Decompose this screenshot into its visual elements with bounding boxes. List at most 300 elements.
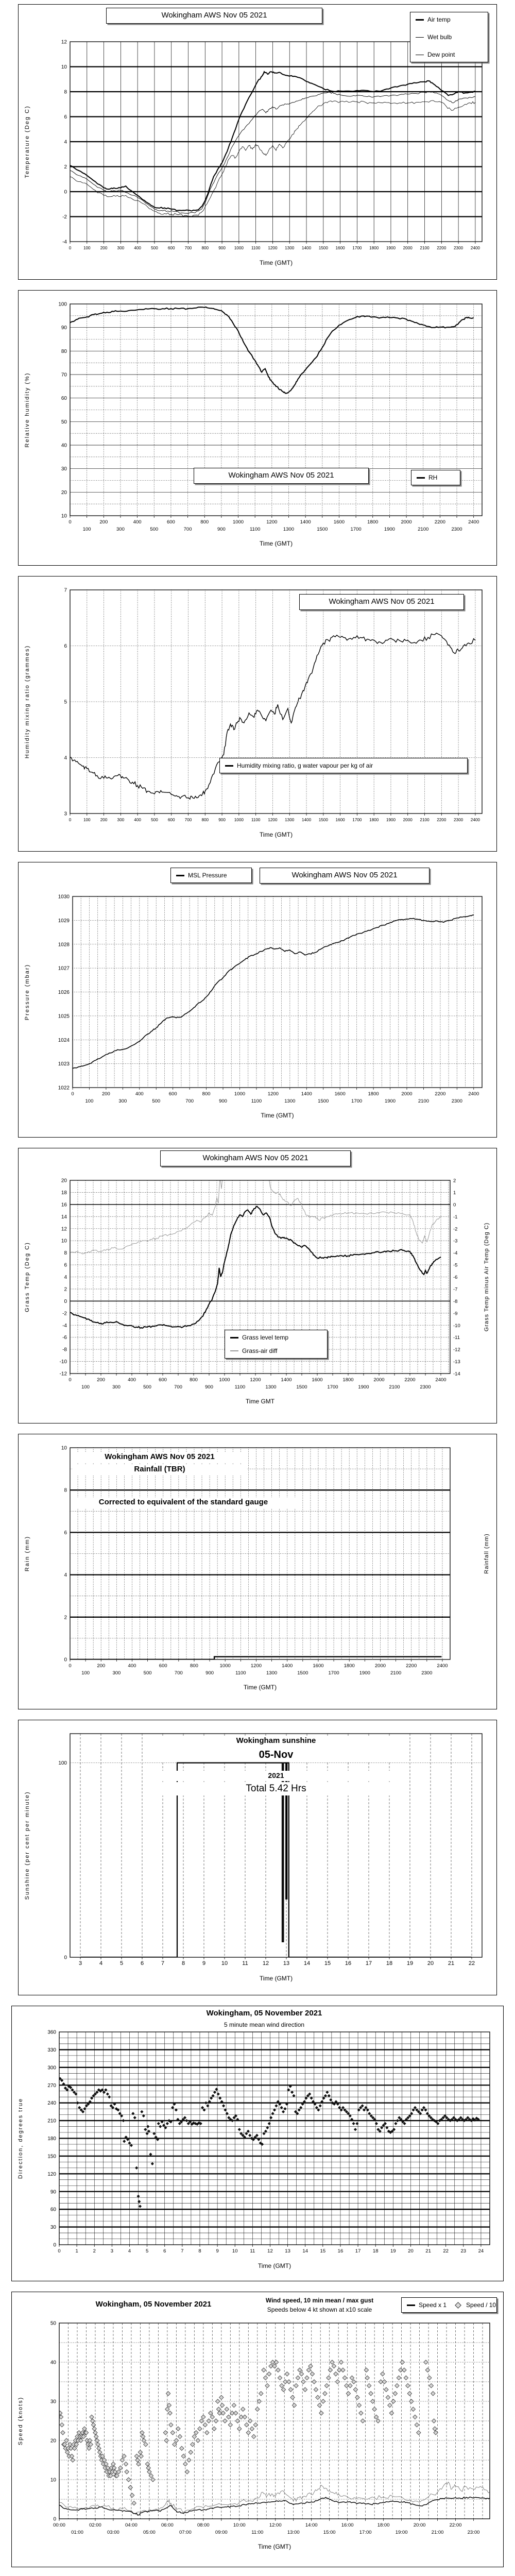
svg-text:30: 30 bbox=[61, 466, 67, 472]
svg-text:0: 0 bbox=[64, 1298, 67, 1304]
svg-text:1000: 1000 bbox=[219, 1663, 231, 1669]
svg-text:1600: 1600 bbox=[313, 1663, 324, 1669]
svg-text:10: 10 bbox=[61, 64, 67, 70]
svg-text:01:00: 01:00 bbox=[71, 2530, 83, 2535]
svg-text:1800: 1800 bbox=[367, 519, 379, 525]
svg-text:600: 600 bbox=[166, 519, 175, 525]
svg-text:1100: 1100 bbox=[235, 1670, 246, 1676]
svg-text:900: 900 bbox=[219, 1098, 227, 1104]
panel-wind-direction bbox=[11, 2006, 504, 2281]
svg-text:500: 500 bbox=[152, 1098, 161, 1104]
legend-label: Air temp bbox=[427, 16, 451, 23]
svg-text:22: 22 bbox=[468, 1960, 475, 1967]
legend-label: Speed / 10 bbox=[466, 2301, 496, 2309]
svg-text:2100: 2100 bbox=[420, 246, 430, 250]
line-marker-icon bbox=[225, 765, 233, 767]
svg-text:400: 400 bbox=[134, 818, 141, 822]
chart-title-box: Wokingham AWS Nov 05 2021 bbox=[260, 868, 430, 884]
svg-text:Pressure (mbar): Pressure (mbar) bbox=[24, 963, 30, 1021]
svg-text:1800: 1800 bbox=[342, 1377, 354, 1383]
svg-text:Time GMT: Time GMT bbox=[245, 1398, 275, 1405]
svg-text:Time (GMT): Time (GMT) bbox=[243, 1684, 277, 1691]
panel-mixing-ratio bbox=[18, 576, 497, 852]
humidity-plot bbox=[19, 291, 497, 566]
svg-text:1200: 1200 bbox=[267, 1091, 279, 1097]
svg-text:22:00: 22:00 bbox=[449, 2522, 462, 2528]
svg-text:2300: 2300 bbox=[453, 818, 464, 822]
svg-text:7: 7 bbox=[181, 2248, 184, 2254]
svg-text:1000: 1000 bbox=[232, 519, 244, 525]
svg-text:300: 300 bbox=[116, 527, 125, 532]
svg-text:7: 7 bbox=[64, 587, 67, 594]
svg-text:-5: -5 bbox=[453, 1262, 458, 1268]
svg-text:300: 300 bbox=[117, 246, 125, 250]
svg-text:1400: 1400 bbox=[301, 246, 312, 250]
svg-text:11:00: 11:00 bbox=[251, 2530, 264, 2535]
svg-text:-7: -7 bbox=[453, 1286, 458, 1293]
line-marker-icon bbox=[176, 875, 184, 876]
svg-text:1023: 1023 bbox=[58, 1061, 70, 1067]
svg-text:2: 2 bbox=[64, 164, 67, 170]
svg-text:03:00: 03:00 bbox=[107, 2530, 119, 2535]
svg-text:1029: 1029 bbox=[58, 918, 70, 924]
svg-text:30: 30 bbox=[50, 2399, 56, 2405]
svg-text:0: 0 bbox=[53, 2516, 56, 2522]
svg-text:15:00: 15:00 bbox=[323, 2530, 336, 2535]
svg-text:200: 200 bbox=[97, 1377, 105, 1383]
svg-text:Time (GMT): Time (GMT) bbox=[258, 2543, 291, 2550]
svg-text:10: 10 bbox=[50, 2477, 56, 2483]
svg-text:1700: 1700 bbox=[351, 1098, 363, 1104]
svg-text:12: 12 bbox=[61, 39, 67, 45]
svg-text:-2: -2 bbox=[62, 214, 67, 220]
svg-text:14:00: 14:00 bbox=[305, 2522, 318, 2528]
svg-text:1600: 1600 bbox=[334, 1091, 346, 1097]
legend-entry bbox=[416, 51, 483, 58]
svg-text:60: 60 bbox=[61, 396, 67, 402]
svg-text:14: 14 bbox=[302, 2248, 308, 2254]
chart-title-box: Wokingham AWS Nov 05 2021 bbox=[299, 594, 464, 610]
chart-title: Wokingham, 05 November 2021 bbox=[68, 2299, 238, 2310]
svg-text:-10: -10 bbox=[453, 1323, 460, 1329]
svg-text:13: 13 bbox=[283, 1960, 290, 1967]
svg-text:50: 50 bbox=[61, 419, 67, 425]
svg-text:1700: 1700 bbox=[352, 246, 362, 250]
svg-text:100: 100 bbox=[81, 1384, 90, 1390]
svg-text:700: 700 bbox=[184, 818, 192, 822]
svg-text:200: 200 bbox=[99, 519, 108, 525]
svg-text:0: 0 bbox=[68, 1377, 72, 1383]
line-marker-icon bbox=[416, 37, 424, 38]
svg-text:18: 18 bbox=[386, 1960, 393, 1967]
svg-text:700: 700 bbox=[184, 246, 192, 250]
chart-subtitle: 5 minute mean wind direction bbox=[156, 2021, 372, 2029]
svg-text:-1: -1 bbox=[453, 1214, 458, 1220]
svg-text:400: 400 bbox=[135, 1091, 144, 1097]
panel-sunshine bbox=[18, 1720, 497, 1995]
svg-text:07:00: 07:00 bbox=[179, 2530, 192, 2535]
svg-text:19: 19 bbox=[406, 1960, 414, 1967]
svg-text:8: 8 bbox=[64, 1487, 67, 1494]
svg-text:15: 15 bbox=[324, 1960, 331, 1967]
svg-text:2000: 2000 bbox=[403, 246, 413, 250]
svg-text:2300: 2300 bbox=[453, 246, 464, 250]
svg-text:100: 100 bbox=[81, 1670, 90, 1676]
panel-temperature bbox=[18, 4, 497, 280]
svg-text:Grass Temp (Deg C): Grass Temp (Deg C) bbox=[24, 1242, 30, 1312]
svg-text:0: 0 bbox=[68, 519, 72, 525]
svg-text:Sunshine (per cent per minute): Sunshine (per cent per minute) bbox=[24, 1791, 30, 1900]
svg-text:700: 700 bbox=[185, 1098, 194, 1104]
legend-entry bbox=[416, 33, 483, 41]
rainfall-plot bbox=[19, 1434, 497, 1710]
svg-text:09:00: 09:00 bbox=[215, 2530, 228, 2535]
svg-text:-8: -8 bbox=[453, 1298, 458, 1304]
legend-entry bbox=[407, 2301, 447, 2309]
svg-text:00:00: 00:00 bbox=[53, 2522, 65, 2528]
svg-text:-13: -13 bbox=[453, 1359, 460, 1365]
svg-text:300: 300 bbox=[118, 1098, 127, 1104]
svg-text:8: 8 bbox=[64, 89, 67, 95]
chart-legend bbox=[401, 2297, 497, 2313]
svg-text:1027: 1027 bbox=[58, 965, 70, 972]
svg-text:0: 0 bbox=[68, 818, 72, 822]
svg-text:300: 300 bbox=[117, 818, 125, 822]
svg-text:6: 6 bbox=[163, 2248, 166, 2254]
svg-text:8: 8 bbox=[198, 2248, 201, 2254]
svg-text:16: 16 bbox=[61, 1202, 67, 1208]
svg-text:1022: 1022 bbox=[58, 1085, 70, 1091]
svg-text:23: 23 bbox=[460, 2248, 467, 2254]
svg-text:0: 0 bbox=[64, 1955, 67, 1961]
legend-label: Grass level temp bbox=[242, 1334, 289, 1341]
line-marker-icon bbox=[417, 477, 425, 479]
svg-text:600: 600 bbox=[159, 1663, 167, 1669]
svg-text:1100: 1100 bbox=[249, 527, 261, 532]
svg-text:900: 900 bbox=[217, 527, 226, 532]
wind-direction-plot bbox=[12, 2006, 504, 2282]
svg-text:16: 16 bbox=[337, 2248, 344, 2254]
legend-label: Dew point bbox=[427, 51, 455, 58]
svg-text:-4: -4 bbox=[62, 1323, 67, 1329]
svg-text:1400: 1400 bbox=[282, 1663, 293, 1669]
svg-text:3: 3 bbox=[110, 2248, 114, 2254]
svg-text:1500: 1500 bbox=[296, 1384, 307, 1390]
wind-speed-plot bbox=[12, 2292, 504, 2568]
svg-text:Rain (mm): Rain (mm) bbox=[24, 1535, 30, 1572]
svg-text:2000: 2000 bbox=[373, 1377, 385, 1383]
legend-entry bbox=[454, 2301, 496, 2309]
svg-text:1500: 1500 bbox=[297, 1670, 308, 1676]
svg-text:500: 500 bbox=[150, 527, 159, 532]
svg-text:1600: 1600 bbox=[335, 246, 345, 250]
svg-text:24: 24 bbox=[478, 2248, 484, 2254]
svg-text:1026: 1026 bbox=[58, 990, 70, 995]
svg-text:20: 20 bbox=[61, 489, 67, 496]
svg-text:Time (GMT): Time (GMT) bbox=[259, 540, 293, 547]
svg-text:1300: 1300 bbox=[266, 1670, 278, 1676]
svg-text:Time (GMT): Time (GMT) bbox=[259, 831, 293, 838]
svg-text:-3: -3 bbox=[453, 1238, 458, 1244]
svg-text:11: 11 bbox=[250, 2248, 255, 2254]
svg-text:9: 9 bbox=[216, 2248, 219, 2254]
svg-text:30: 30 bbox=[50, 2225, 56, 2231]
svg-text:800: 800 bbox=[200, 519, 209, 525]
sunshine-date: 05-Nov bbox=[147, 1748, 405, 1762]
svg-text:2400: 2400 bbox=[468, 1091, 479, 1097]
legend-label: Humidity mixing ratio, g water vapour per kg of air bbox=[237, 762, 373, 769]
svg-text:1400: 1400 bbox=[301, 818, 312, 822]
svg-text:400: 400 bbox=[134, 246, 141, 250]
svg-text:1300: 1300 bbox=[285, 818, 295, 822]
svg-text:200: 200 bbox=[97, 1663, 106, 1669]
svg-text:2400: 2400 bbox=[468, 519, 479, 525]
svg-text:0: 0 bbox=[64, 189, 67, 195]
svg-text:6: 6 bbox=[140, 1960, 144, 1967]
svg-text:150: 150 bbox=[47, 2154, 56, 2160]
svg-text:2200: 2200 bbox=[406, 1663, 417, 1669]
svg-text:1700: 1700 bbox=[328, 1670, 339, 1676]
svg-text:0: 0 bbox=[58, 2248, 61, 2254]
svg-text:-8: -8 bbox=[62, 1347, 67, 1353]
svg-text:800: 800 bbox=[201, 818, 209, 822]
svg-text:100: 100 bbox=[58, 301, 67, 308]
svg-text:800: 800 bbox=[201, 246, 209, 250]
svg-text:400: 400 bbox=[133, 519, 142, 525]
svg-text:18:00: 18:00 bbox=[377, 2522, 390, 2528]
svg-text:70: 70 bbox=[61, 372, 67, 378]
svg-text:700: 700 bbox=[174, 1384, 182, 1390]
svg-text:10: 10 bbox=[61, 513, 67, 519]
svg-text:21: 21 bbox=[425, 2248, 431, 2254]
svg-text:6: 6 bbox=[64, 114, 67, 120]
svg-text:1400: 1400 bbox=[301, 1091, 312, 1097]
svg-text:1600: 1600 bbox=[333, 519, 345, 525]
svg-text:2: 2 bbox=[93, 2248, 96, 2254]
svg-text:1: 1 bbox=[75, 2248, 78, 2254]
svg-text:-12: -12 bbox=[59, 1371, 67, 1377]
svg-text:1028: 1028 bbox=[58, 942, 70, 948]
svg-text:270: 270 bbox=[47, 2082, 56, 2089]
panel-wind-speed bbox=[11, 2292, 504, 2567]
svg-text:500: 500 bbox=[151, 246, 158, 250]
svg-text:5: 5 bbox=[145, 2248, 149, 2254]
svg-text:90: 90 bbox=[61, 325, 67, 331]
wind-speed-note-line1: Wind speed, 10 min mean / max gust bbox=[241, 2296, 398, 2305]
svg-text:40: 40 bbox=[61, 443, 67, 449]
svg-text:2300: 2300 bbox=[451, 1098, 462, 1104]
svg-text:600: 600 bbox=[167, 818, 175, 822]
svg-text:900: 900 bbox=[218, 246, 226, 250]
svg-text:14: 14 bbox=[61, 1214, 67, 1220]
svg-text:15: 15 bbox=[320, 2248, 326, 2254]
svg-text:400: 400 bbox=[128, 1663, 136, 1669]
legend-entry bbox=[176, 872, 246, 879]
svg-text:200: 200 bbox=[101, 1091, 110, 1097]
svg-text:2000: 2000 bbox=[403, 818, 413, 822]
svg-text:2400: 2400 bbox=[470, 246, 480, 250]
svg-text:3: 3 bbox=[78, 1960, 82, 1967]
svg-text:Time (GMT): Time (GMT) bbox=[259, 1975, 293, 1982]
svg-text:0: 0 bbox=[453, 1202, 456, 1208]
svg-text:180: 180 bbox=[47, 2136, 56, 2142]
svg-text:1800: 1800 bbox=[368, 1091, 379, 1097]
svg-text:100: 100 bbox=[83, 818, 91, 822]
svg-text:1800: 1800 bbox=[344, 1663, 355, 1669]
sunshine-total: Total 5.42 Hrs bbox=[147, 1782, 405, 1795]
svg-text:-11: -11 bbox=[453, 1335, 460, 1341]
svg-text:1200: 1200 bbox=[268, 246, 278, 250]
svg-text:2200: 2200 bbox=[434, 519, 445, 525]
chart-legend bbox=[410, 12, 488, 62]
svg-text:21:00: 21:00 bbox=[431, 2530, 444, 2535]
svg-text:2: 2 bbox=[64, 1286, 67, 1293]
svg-text:-6: -6 bbox=[62, 1335, 67, 1341]
svg-text:300: 300 bbox=[47, 2065, 56, 2071]
svg-text:2100: 2100 bbox=[418, 1098, 429, 1104]
chart-title: Wokingham sunshine bbox=[147, 1736, 405, 1747]
svg-text:300: 300 bbox=[112, 1384, 121, 1390]
svg-text:900: 900 bbox=[205, 1384, 213, 1390]
svg-text:2200: 2200 bbox=[435, 1091, 446, 1097]
svg-text:1800: 1800 bbox=[369, 246, 379, 250]
svg-text:50: 50 bbox=[50, 2320, 56, 2327]
svg-text:4: 4 bbox=[64, 1275, 67, 1280]
svg-text:1100: 1100 bbox=[251, 1098, 262, 1104]
chart-legend bbox=[170, 868, 252, 883]
svg-text:900: 900 bbox=[218, 818, 226, 822]
svg-text:6: 6 bbox=[64, 1530, 67, 1536]
svg-text:1300: 1300 bbox=[265, 1384, 277, 1390]
svg-text:02:00: 02:00 bbox=[89, 2522, 101, 2528]
svg-text:10: 10 bbox=[61, 1445, 67, 1451]
svg-text:800: 800 bbox=[190, 1663, 198, 1669]
svg-text:1900: 1900 bbox=[386, 246, 396, 250]
svg-text:Time (GMT): Time (GMT) bbox=[258, 2262, 291, 2269]
svg-text:17:00: 17:00 bbox=[359, 2530, 372, 2535]
svg-text:0: 0 bbox=[71, 1091, 74, 1097]
svg-text:12: 12 bbox=[262, 1960, 269, 1967]
svg-text:1100: 1100 bbox=[234, 1384, 246, 1390]
svg-text:12:00: 12:00 bbox=[269, 2522, 282, 2528]
wind-speed-note-line2: Speeds below 4 kt shown at x10 scale bbox=[241, 2306, 398, 2314]
svg-text:1400: 1400 bbox=[300, 519, 311, 525]
svg-text:1000: 1000 bbox=[219, 1377, 230, 1383]
svg-text:2000: 2000 bbox=[401, 1091, 413, 1097]
svg-text:Temperature (Deg C): Temperature (Deg C) bbox=[24, 105, 30, 178]
svg-text:-12: -12 bbox=[453, 1347, 460, 1353]
svg-text:330: 330 bbox=[47, 2047, 56, 2053]
svg-text:1000: 1000 bbox=[234, 1091, 246, 1097]
svg-text:04:00: 04:00 bbox=[125, 2522, 138, 2528]
svg-text:1000: 1000 bbox=[234, 818, 244, 822]
svg-text:1900: 1900 bbox=[359, 1670, 370, 1676]
svg-text:05:00: 05:00 bbox=[143, 2530, 156, 2535]
svg-text:200: 200 bbox=[100, 818, 108, 822]
svg-text:1700: 1700 bbox=[350, 527, 362, 532]
svg-text:8: 8 bbox=[181, 1960, 185, 1967]
svg-text:1900: 1900 bbox=[358, 1384, 369, 1390]
svg-text:1800: 1800 bbox=[369, 818, 379, 822]
svg-text:1700: 1700 bbox=[352, 818, 362, 822]
legend-label: Grass-air diff bbox=[242, 1347, 278, 1354]
svg-text:10: 10 bbox=[221, 1960, 228, 1967]
svg-text:20:00: 20:00 bbox=[413, 2522, 426, 2528]
svg-text:-2: -2 bbox=[453, 1226, 458, 1232]
svg-text:600: 600 bbox=[167, 246, 175, 250]
svg-text:100: 100 bbox=[58, 1760, 67, 1767]
line-marker-icon bbox=[230, 1350, 238, 1351]
legend-entry bbox=[416, 16, 483, 23]
svg-text:6: 6 bbox=[64, 1262, 67, 1268]
svg-text:Time (GMT): Time (GMT) bbox=[261, 1112, 294, 1119]
svg-text:23:00: 23:00 bbox=[467, 2530, 480, 2535]
svg-text:900: 900 bbox=[205, 1670, 214, 1676]
svg-text:2: 2 bbox=[453, 1178, 456, 1184]
svg-text:1500: 1500 bbox=[318, 1098, 329, 1104]
svg-text:18: 18 bbox=[61, 1190, 67, 1196]
svg-text:800: 800 bbox=[202, 1091, 211, 1097]
svg-text:1100: 1100 bbox=[251, 246, 261, 250]
chart-legend bbox=[225, 1330, 328, 1359]
svg-text:1300: 1300 bbox=[285, 246, 295, 250]
svg-text:2300: 2300 bbox=[421, 1670, 433, 1676]
sunshine-year: 2021 bbox=[147, 1771, 405, 1781]
svg-text:18: 18 bbox=[372, 2248, 379, 2254]
pressure-plot bbox=[19, 862, 497, 1138]
panel-relative-humidity bbox=[18, 290, 497, 566]
svg-text:Rainfall (mm): Rainfall (mm) bbox=[484, 1533, 490, 1574]
chart-title: Wokingham, 05 November 2021 bbox=[156, 2008, 372, 2019]
svg-text:200: 200 bbox=[100, 246, 108, 250]
chart-title-box: Wokingham AWS Nov 05 2021 bbox=[106, 8, 322, 24]
svg-text:360: 360 bbox=[47, 2029, 56, 2036]
legend-label: Speed x 1 bbox=[419, 2301, 447, 2309]
grass-temp-plot bbox=[19, 1148, 497, 1424]
svg-text:1900: 1900 bbox=[384, 527, 395, 532]
svg-text:1600: 1600 bbox=[335, 818, 345, 822]
svg-text:12: 12 bbox=[61, 1226, 67, 1232]
svg-text:1100: 1100 bbox=[251, 818, 261, 822]
svg-text:2100: 2100 bbox=[389, 1384, 400, 1390]
svg-text:6: 6 bbox=[64, 643, 67, 649]
legend-entry bbox=[230, 1334, 322, 1341]
svg-text:11: 11 bbox=[242, 1960, 248, 1967]
line-marker-icon bbox=[407, 2304, 415, 2306]
svg-text:1200: 1200 bbox=[250, 1663, 262, 1669]
svg-text:Direction, degrees true: Direction, degrees true bbox=[18, 2097, 24, 2179]
svg-text:2400: 2400 bbox=[437, 1663, 448, 1669]
svg-text:4: 4 bbox=[128, 2248, 131, 2254]
svg-text:Time (GMT): Time (GMT) bbox=[259, 259, 293, 266]
svg-text:1700: 1700 bbox=[327, 1384, 338, 1390]
svg-text:2200: 2200 bbox=[437, 818, 447, 822]
svg-text:16:00: 16:00 bbox=[341, 2522, 354, 2528]
svg-text:10: 10 bbox=[61, 1238, 67, 1244]
svg-text:2400: 2400 bbox=[435, 1377, 447, 1383]
svg-text:4: 4 bbox=[99, 1960, 103, 1967]
panel-rainfall bbox=[18, 1434, 497, 1709]
svg-text:2000: 2000 bbox=[401, 519, 412, 525]
rainfall-correction-note: Corrected to equivalent of the standard gauge bbox=[71, 1497, 296, 1508]
svg-text:240: 240 bbox=[47, 2100, 56, 2107]
svg-text:1030: 1030 bbox=[58, 894, 70, 900]
svg-text:10: 10 bbox=[232, 2248, 238, 2254]
svg-text:9: 9 bbox=[202, 1960, 206, 1967]
svg-text:-14: -14 bbox=[453, 1371, 460, 1377]
svg-text:Grass Temp minus Air Temp (Deg: Grass Temp minus Air Temp (Deg C) bbox=[484, 1222, 490, 1332]
svg-text:16: 16 bbox=[345, 1960, 352, 1967]
